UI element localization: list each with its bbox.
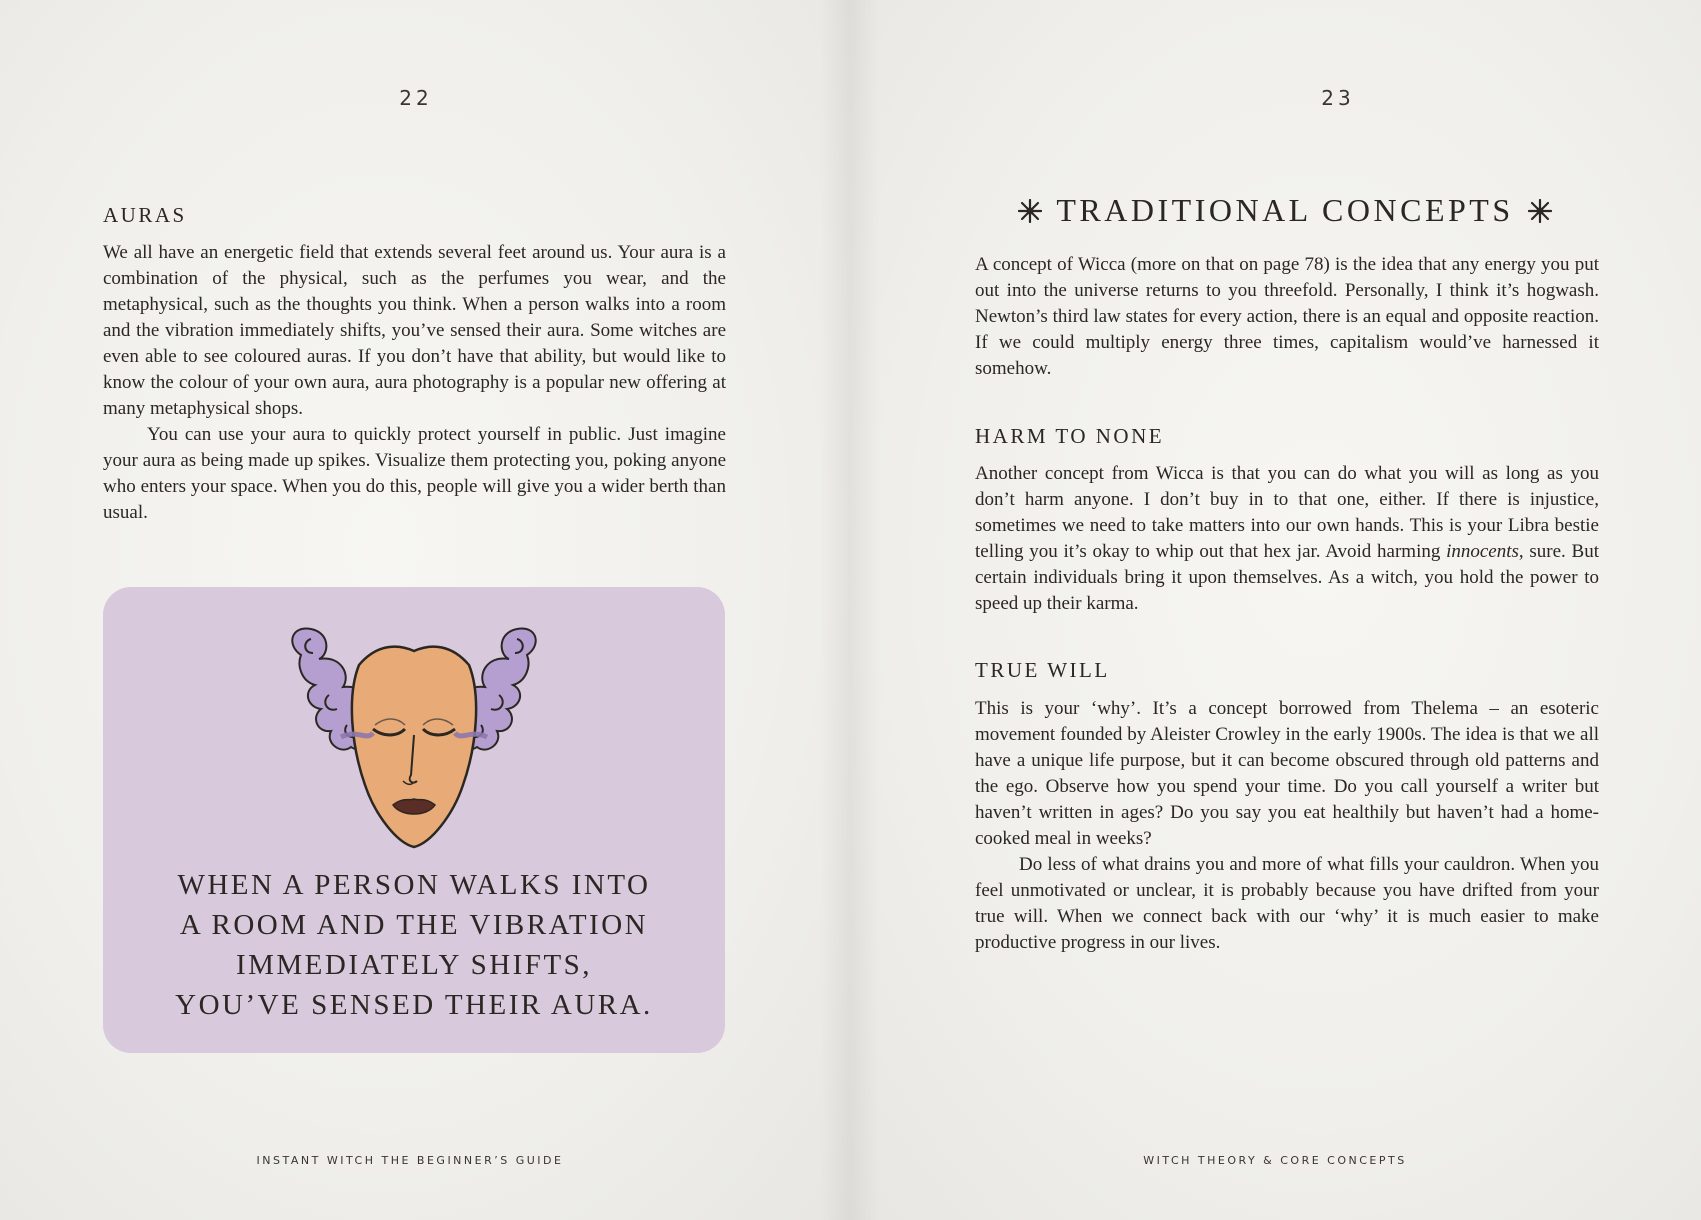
star-burst-icon: [1528, 199, 1552, 223]
footer-right: WITCH THEORY & CORE CONCEPTS: [1143, 1154, 1407, 1167]
chapter-title-text: TRADITIONAL CONCEPTS: [1056, 192, 1514, 228]
true-will-paragraph: Do less of what drains you and more of what fills your cauldron. When you feel unmotivated or unclear, it is probably because you have drifted from your true will. When we connect back with our ‘why’ it is much easier to make productive progress in our lives.: [975, 854, 1599, 953]
book-gutter: [820, 0, 880, 1220]
star-burst-icon: [1018, 199, 1042, 223]
pull-quote-card: [103, 587, 725, 1053]
page-number-right: 23: [1321, 86, 1355, 110]
pull-quote-line: WHEN A PERSON WALKS INTO: [177, 869, 651, 901]
face-with-aura-smoke-illustration: [281, 625, 547, 855]
harm-to-none-paragraph: [975, 461, 1599, 617]
true-will-paragraph: This is your ‘why’. It’s a concept borrowed from Thelema – an esoteric movement founded by Aleister Crowley in the early 1900s. The idea is that we all have a unique life purpose, but it can become obscured through old patterns and the ego. Observe how you spend your time. Do you call yourself a writer but haven’t written in ages? Do you say you eat healthily but haven’t had a home-cooked meal in weeks?: [975, 698, 1599, 849]
intro-paragraph-text: A concept of Wicca (more on that on page 78) is the idea that any energy you put out into the universe returns to you threefold. Personally, I think it’s hogwash. Newton’s third law states for every action, there is an equal and opposite reaction. If we could multiply energy three times, capitalism would’ve harnessed it somehow.: [975, 254, 1599, 379]
harm-to-none-text-b: , sure. But certain individuals bring it upon themselves. As a witch, you hold the power to speed up their karma.: [975, 541, 1599, 614]
section-heading-true-will: TRUE WILL: [975, 658, 1110, 682]
auras-body: [103, 240, 726, 526]
chapter-title: [1000, 192, 1570, 229]
section-heading-harm-to-none: HARM TO NONE: [975, 424, 1165, 448]
intro-paragraph: [975, 252, 1599, 382]
page-number-left: 22: [399, 86, 433, 110]
auras-paragraph: We all have an energetic field that extends several feet around us. Your aura is a combination of the physical, such as the perfumes you wear, and the metaphysical, such as the thoughts you think. When a person walks into a room and the vibration immediately shifts, you’ve sensed their aura. Some witches are even able to see coloured auras. If you don’t have that ability, but would like to know the colour of your own aura, aura photography is a popular new offering at many metaphysical shops.: [103, 242, 726, 419]
left-page: [0, 0, 850, 1220]
pull-quote-line: IMMEDIATELY SHIFTS,: [235, 949, 593, 981]
footer-left: INSTANT WITCH THE BEGINNER’S GUIDE: [256, 1154, 564, 1167]
section-heading-auras: AURAS: [103, 203, 187, 227]
pull-quote-line: A ROOM AND THE VIBRATION: [179, 909, 649, 941]
auras-paragraph: You can use your aura to quickly protect yourself in public. Just imagine your aura as being made up spikes. Visualize them protecting you, poking anyone who enters your space. When you do this, people will give you a wider berth than usual.: [103, 424, 726, 523]
true-will-body: [975, 696, 1599, 956]
harm-to-none-text-a: Another concept from Wicca is that you can do what you will as long as you don’t harm anyone. I don’t buy in to that one, either. If there is injustice, sometimes we need to take matters into our own hands. This is your Libra bestie telling you it’s okay to whip out that hex jar. Avoid harming: [975, 463, 1599, 562]
pull-quote-text: [103, 865, 725, 1025]
harm-to-none-italic: innocents: [1446, 541, 1519, 562]
harm-to-none-body: [975, 461, 1599, 617]
pull-quote-line: YOU’VE SENSED THEIR AURA.: [175, 989, 653, 1021]
